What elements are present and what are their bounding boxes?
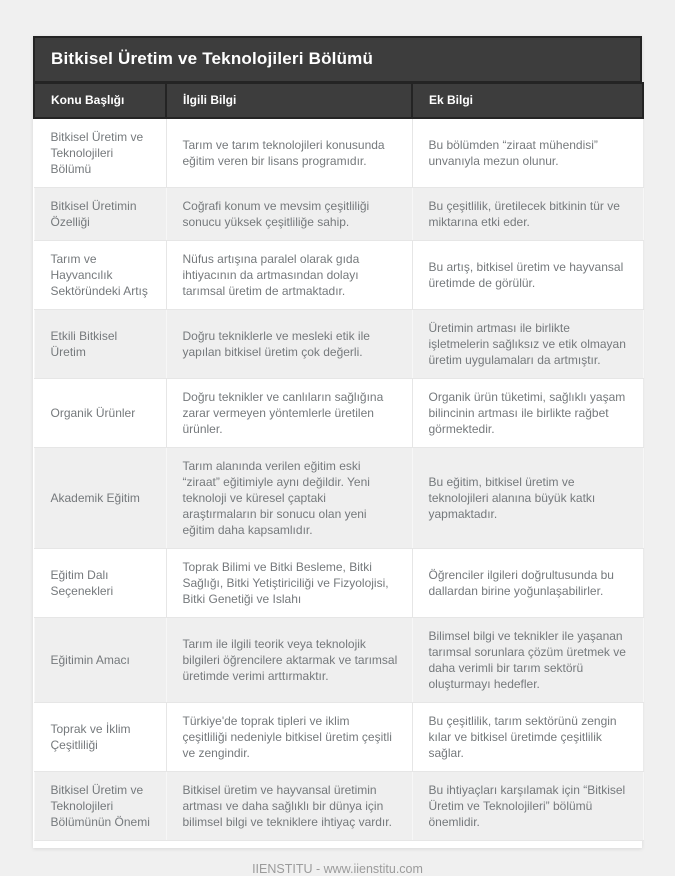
info-cell: Tarım ile ilgili teorik veya teknolojik bilgileri öğrencilere aktarmak ve tarımsal üretimde verimi arttırmaktır.	[166, 618, 412, 703]
table-row	[34, 379, 643, 448]
info-table	[33, 82, 644, 841]
info-cell: Tarım ve tarım teknolojileri konusunda eğitim veren bir lisans programıdır.	[166, 118, 412, 188]
column-header-ek-bilgi: Ek Bilgi	[412, 83, 643, 118]
table-row	[34, 448, 643, 549]
footer-text: IIENSTITU - www.iienstitu.com	[252, 862, 423, 876]
info-cell: Doğru teknikler ve canlıların sağlığına zarar vermeyen yöntemlerle üretilen ürünler.	[166, 379, 412, 448]
page-title: Bitkisel Üretim ve Teknolojileri Bölümü	[33, 36, 642, 82]
table-row	[34, 118, 643, 188]
topic-cell: Tarım ve Hayvancılık Sektöründeki Artış	[34, 241, 166, 310]
column-header-konu-basligi: Konu Başlığı	[34, 83, 166, 118]
info-cell: Coğrafi konum ve mevsim çeşitliliği sonucu yüksek çeşitliliğe sahip.	[166, 188, 412, 241]
topic-cell: Organik Ürünler	[34, 379, 166, 448]
topic-cell: Bitkisel Üretim ve Teknolojileri Bölümü	[34, 118, 166, 188]
extra-cell: Bu ihtiyaçları karşılamak için “Bitkisel Üretim ve Teknolojileri” bölümü önemlidir.	[412, 772, 643, 841]
column-header-row	[34, 83, 643, 118]
extra-cell: Bilimsel bilgi ve teknikler ile yaşanan tarımsal sorunlara çözüm üretmek ve daha verimli bir tarım sektörü oluşturmayı hedefler.	[412, 618, 643, 703]
extra-cell: Bu çeşitlilik, üretilecek bitkinin tür ve miktarına etki eder.	[412, 188, 643, 241]
topic-cell: Akademik Eğitim	[34, 448, 166, 549]
info-cell: Doğru tekniklerle ve mesleki etik ile yapılan bitkisel üretim çok değerli.	[166, 310, 412, 379]
extra-cell: Bu artış, bitkisel üretim ve hayvansal üretimde de görülür.	[412, 241, 643, 310]
extra-cell: Bu çeşitlilik, tarım sektörünü zengin kılar ve bitkisel üretimde çeşitlilik sağlar.	[412, 703, 643, 772]
table-row	[34, 772, 643, 841]
topic-cell: Toprak ve İklim Çeşitliliği	[34, 703, 166, 772]
info-cell: Nüfus artışına paralel olarak gıda ihtiyacının da artmasından dolayı tarımsal üretim de artmaktadır.	[166, 241, 412, 310]
extra-cell: Bu bölümden “ziraat mühendisi” unvanıyla mezun olunur.	[412, 118, 643, 188]
table-row	[34, 310, 643, 379]
info-cell: Toprak Bilimi ve Bitki Besleme, Bitki Sağlığı, Bitki Yetiştiriciliği ve Fizyolojisi, Bitki Genetiği ve Islahı	[166, 549, 412, 618]
extra-cell: Bu eğitim, bitkisel üretim ve teknolojileri alanına büyük katkı yapmaktadır.	[412, 448, 643, 549]
topic-cell: Bitkisel Üretim ve Teknolojileri Bölümünün Önemi	[34, 772, 166, 841]
table-row	[34, 188, 643, 241]
info-cell: Bitkisel üretim ve hayvansal üretimin artması ve daha sağlıklı bir dünya için bilimsel bilgi ve tekniklere ihtiyaç vardır.	[166, 772, 412, 841]
info-cell: Türkiye'de toprak tipleri ve iklim çeşitliliği nedeniyle bitkisel üretim çeşitli ve zengindir.	[166, 703, 412, 772]
content-card	[33, 36, 642, 848]
table-row	[34, 703, 643, 772]
topic-cell: Bitkisel Üretimin Özelliği	[34, 188, 166, 241]
extra-cell: Öğrenciler ilgileri doğrultusunda bu dallardan birine yoğunlaşabilirler.	[412, 549, 643, 618]
table-body	[34, 118, 643, 841]
extra-cell: Üretimin artması ile birlikte işletmelerin sağlıksız ve etik olmayan üretim uygulamaları da artmıştır.	[412, 310, 643, 379]
column-header-ilgili-bilgi: İlgili Bilgi	[166, 83, 412, 118]
topic-cell: Eğitimin Amacı	[34, 618, 166, 703]
topic-cell: Eğitim Dalı Seçenekleri	[34, 549, 166, 618]
table-row	[34, 241, 643, 310]
extra-cell: Organik ürün tüketimi, sağlıklı yaşam bilincinin artması ile birlikte rağbet görmektedir.	[412, 379, 643, 448]
table-row	[34, 618, 643, 703]
info-cell: Tarım alanında verilen eğitim eski “ziraat” eğitimiyle aynı değildir. Yeni teknoloji ve küresel çaptaki araştırmaların bir sonucu olan yeni eğitim daha kapsamlıdır.	[166, 448, 412, 549]
table-row	[34, 549, 643, 618]
topic-cell: Etkili Bitkisel Üretim	[34, 310, 166, 379]
